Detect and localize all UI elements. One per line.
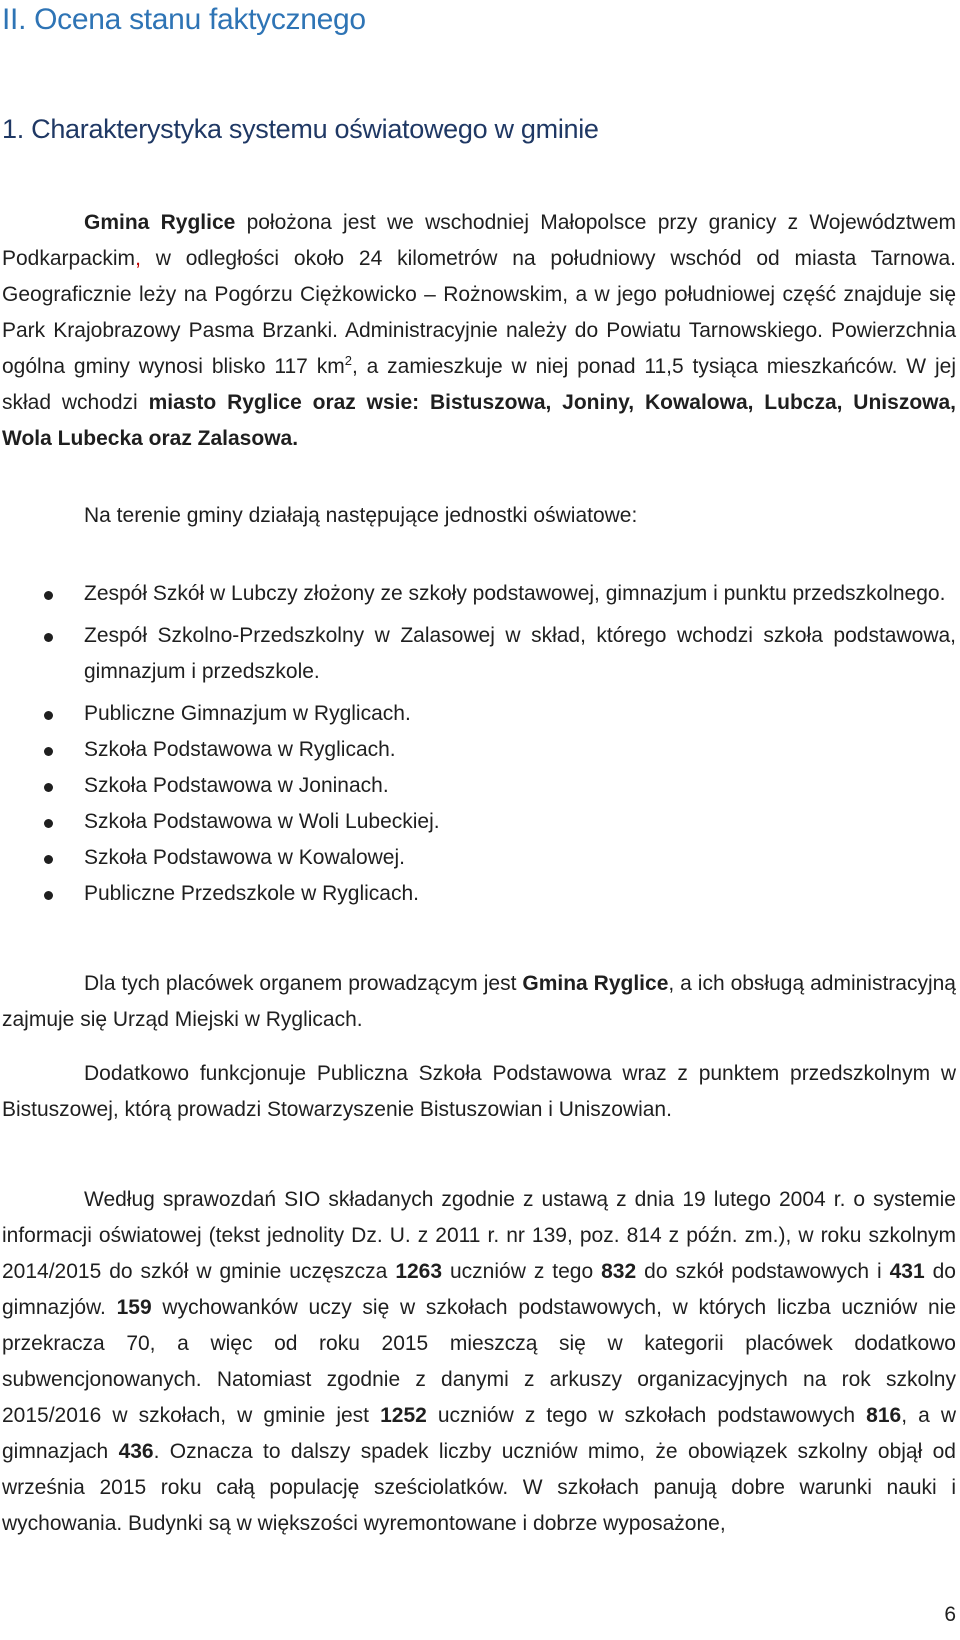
bullet-icon: [44, 591, 53, 600]
list-item: Publiczne Przedszkole w Ryglicach.: [0, 876, 956, 912]
page-number: 6: [944, 1603, 956, 1626]
additional-paragraph: Dodatkowo funkcjonuje Publiczna Szkoła Podstawowa wraz z punktem przedszkolnym w Bistuszowej, którą prowadzi Stowarzyszenie Bistuszowian i Uniszowian.: [2, 1062, 956, 1121]
list-item: Szkoła Podstawowa w Kowalowej.: [0, 840, 956, 876]
list-item: Szkoła Podstawowa w Ryglicach.: [0, 732, 956, 768]
list-item: Szkoła Podstawowa w Joninach.: [0, 768, 956, 804]
bullet-icon: [44, 783, 53, 792]
bullet-icon: [44, 819, 53, 828]
units-list: [0, 576, 956, 912]
bullet-icon: [44, 711, 53, 720]
list-item: Zespół Szkół w Lubczy złożony ze szkoły podstawowej, gimnazjum i punktu przedszkolnego.: [0, 576, 956, 612]
bullet-icon: [44, 891, 53, 900]
bullet-icon: [44, 855, 53, 864]
section-title: 1. Charakterystyka systemu oświatowego w gminie: [2, 114, 599, 144]
page-heading: II. Ocena stanu faktycznego: [2, 3, 366, 36]
list-item: Publiczne Gimnazjum w Ryglicach.: [0, 696, 956, 732]
units-intro: Na terenie gminy działają następujące jednostki oświatowe:: [84, 504, 638, 527]
stats-paragraph: Według sprawozdań SIO składanych zgodnie z ustawą z dnia 19 lutego 2004 r. o systemie informacji oświatowej (tekst jednolity Dz. U. z 2011 r. nr 139, poz. 814 z późn. zm.), w roku szkolnym 2014/2015 do szkół w gminie uczęszcza 1263 uczniów z tego 832 do szkół podstawowych i 431 do gimnazjów. 159 wychowanków uczy się w szkołach podstawowych, w których liczba uczniów nie przekracza 70, a więc od roku 2015 mieszczą się w kategorii placówek dodatkowo subwencjonowanych. Natomiast zgodnie z danymi z arkuszy organizacyjnych na rok szkolny 2015/2016 w szkołach, w gminie jest 1252 uczniów z tego w szkołach podstawowych 816, a w gimnazjach 436. Oznacza to dalszy spadek liczby uczniów mimo, że obowiązek szkolny objął od września 2015 roku całą populację sześciolatków. W szkołach panują dobre warunki nauki i wychowania. Budynki są w większości wyremontowane i dobrze wyposażone,: [2, 1188, 957, 1535]
gmina-name: Gmina Ryglice: [84, 211, 236, 234]
organ-paragraph: Dla tych placówek organem prowadzącym jest Gmina Ryglice, a ich obsługą administracyjną zajmuje się Urząd Miejski w Ryglicach.: [2, 972, 956, 1031]
list-item: Szkoła Podstawowa w Woli Lubeckiej.: [0, 804, 956, 840]
list-item: Zespół Szkolno-Przedszkolny w Zalasowej w skład, którego wchodzi szkoła podstawowa, gimnazjum i przedszkole.: [0, 618, 956, 690]
bullet-icon: [44, 747, 53, 756]
bullet-icon: [44, 633, 53, 642]
intro-paragraph: Gmina Ryglice położona jest we wschodniej Małopolsce przy granicy z Województwem Podkarpackim, w odległości około 24 kilometrów na południowy wschód od miasta Tarnowa. Geograficznie leży na Pogórzu Ciężkowicko – Rożnowskim, a w jego południowej część znajduje się Park Krajobrazowy Pasma Brzanki. Administracyjnie należy do Powiatu Tarnowskiego. Powierzchnia ogólna gminy wynosi blisko 117 $km^2$, a zamieszkuje w niej ponad 11,5 tysiąca mieszkańców. W jej skład wchodzi miasto Ryglice oraz wsie: Bistuszowa, Joniny, Kowalowa, Lubcza, Uniszowa, Wola Lubecka oraz Zalasowa.: [2, 211, 956, 450]
